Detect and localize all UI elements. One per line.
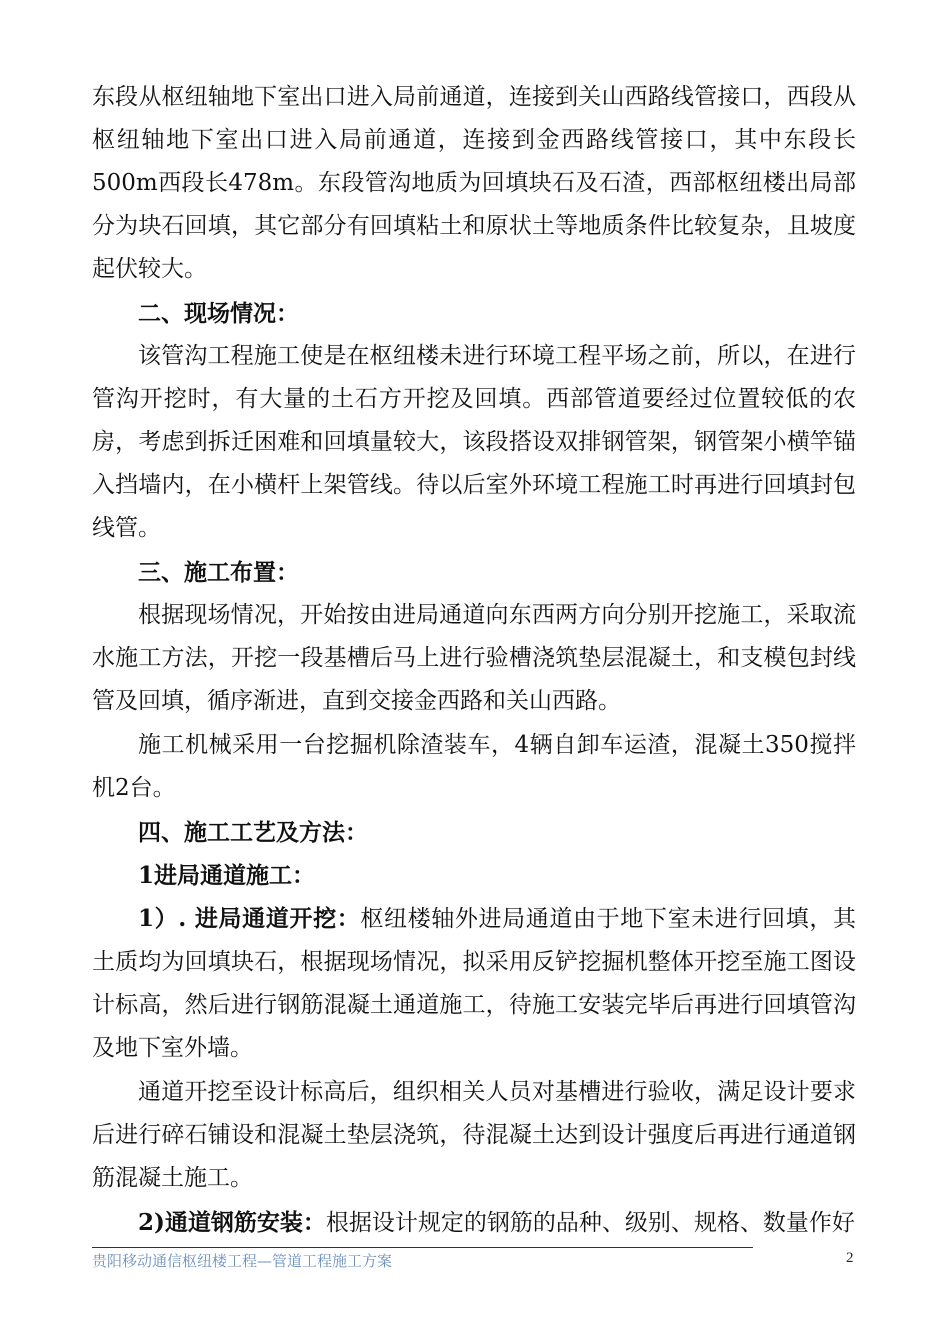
paragraph-rebar-installation xyxy=(92,1201,856,1245)
document-body xyxy=(92,76,856,1246)
paragraph-site-conditions: 该管沟工程施工使是在枢纽楼未进行环境工程平场之前，所以，在进行管沟开挖时，有大量的土石方开挖及回填。西部管道要经过位置较低的农房，考虑到拆迁困难和回填量较大，该段搭设双排钢管架，钢管架小横竿锚入挡墙内，在小横杆上架管线。待以后室外环境工程施工时再进行回填封包线管。 xyxy=(92,343,856,541)
rebar-installation-label: 2)通道钢筋安装： xyxy=(138,1209,326,1236)
footer-title: 贵阳移动通信枢纽楼工程—管道工程施工方案 xyxy=(92,1252,393,1270)
heading-construction-method: 四、施工工艺及方法： xyxy=(138,819,368,846)
footer-divider xyxy=(92,1247,753,1248)
paragraph-machinery: 施工机械采用一台挖掘机除渣装车，4辆自卸车运渣，混凝土350搅拌机2台。 xyxy=(92,732,856,801)
heading-construction-layout: 三、施工布置： xyxy=(138,559,299,586)
paragraph-east-west-sections: 东段从枢纽轴地下室出口进入局前通道，连接到关山西路线管接口，西段从枢纽轴地下室出口进入局前通道，连接到金西路线管接口，其中东段长500m西段长478m。东段管沟地质为回填块石及石渣，西部枢纽楼出局部分为块石回填，其它部分有回填粘土和原状土等地质条件比较复杂，且坡度起伏较大。 xyxy=(92,84,856,282)
paragraph-trench-acceptance: 通道开挖至设计标高后，组织相关人员对基槽进行验收，满足设计要求后进行碎石铺设和混凝土垫层浇筑，待混凝土达到设计强度后再进行通道钢筋混凝土施工。 xyxy=(92,1079,856,1191)
passage-excavation-label: 1）. 进局通道开挖： xyxy=(138,905,361,932)
rebar-installation-text: 根据设计规定的钢筋的品种、级别、规格、数量作好 xyxy=(325,1210,855,1236)
heading-entrance-passage: 1进局通道施工： xyxy=(138,862,316,889)
paragraph-construction-layout: 根据现场情况，开始按由进局通道向东西两方向分别开挖施工，采取流水施工方法，开挖一段基槽后马上进行验槽浇筑垫层混凝土，和支模包封线管及回填，循序渐进，直到交接金西路和关山西路。 xyxy=(92,602,856,714)
heading-site-conditions: 二、现场情况： xyxy=(138,300,299,327)
paragraph-passage-excavation xyxy=(92,897,856,1070)
page-number: 2 xyxy=(846,1250,854,1266)
passage-excavation-text: 枢纽楼轴外进局通道由于地下室未进行回填，其土质均为回填块石，根据现场情况，拟采用反铲挖掘机整体开挖至施工图设计标高，然后进行钢筋混凝土通道施工，待施工安装完毕后再进行回填管沟及地下室外墙。 xyxy=(92,906,856,1061)
